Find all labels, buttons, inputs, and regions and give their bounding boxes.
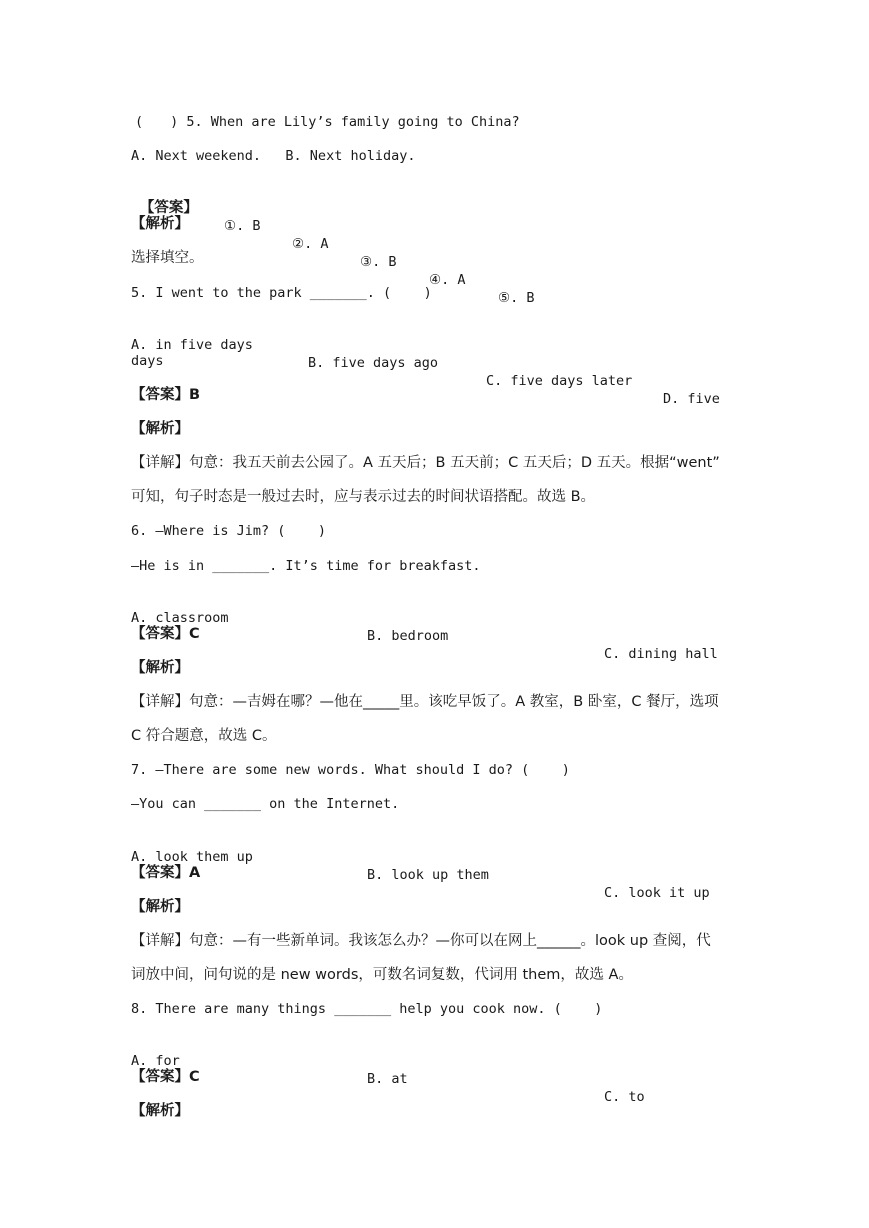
answer-q5: 【答案】B bbox=[131, 387, 201, 403]
analysis-label: 【解析】 bbox=[131, 216, 189, 232]
detail-q7-line2: 词放中间，问句说的是 new words，可数名词复数，代词用 them，故选 A。 bbox=[131, 967, 633, 983]
answer-item: ③. B bbox=[360, 254, 397, 270]
analysis-label: 【解析】 bbox=[131, 1103, 189, 1119]
question-q5: 5. I went to the park _______. ( ) bbox=[131, 285, 432, 301]
analysis-text: 选择填空。 bbox=[131, 250, 204, 266]
options-q5-prev: A. Next weekend. B. Next holiday. bbox=[131, 148, 416, 164]
detail-q6-line1: 【详解】句意：—吉姆在哪？—他在_____里。该吃早饭了。A 教室，B 卧室，C 餐厅，选项 bbox=[131, 694, 719, 710]
option-d: D. five bbox=[663, 391, 720, 407]
option-c: C. five days later bbox=[486, 373, 633, 389]
answer-item: ②. A bbox=[292, 236, 329, 252]
detail-q6-line2: C 符合题意，故选 C。 bbox=[131, 728, 277, 744]
answer-item: ⑤. B bbox=[498, 290, 535, 306]
question-q7-line2: —You can _______ on the Internet. bbox=[131, 796, 400, 812]
option-b: B. at bbox=[367, 1071, 408, 1087]
option-c: C. dining hall bbox=[604, 646, 718, 662]
detail-q5-line2: 可知，句子时态是一般过去时，应与表示过去的时间状语搭配。故选 B。 bbox=[131, 489, 596, 505]
option-a: A. for bbox=[131, 1053, 180, 1069]
answer-label: 【答案】 bbox=[139, 200, 198, 216]
question-q7: 7. —There are some new words. What should I do? ( ) bbox=[131, 762, 570, 778]
option-b: B. five days ago bbox=[308, 355, 439, 371]
option-a: A. in five days bbox=[131, 337, 253, 353]
options-wrap-q5: days bbox=[131, 353, 164, 369]
answer-q7: 【答案】A bbox=[131, 865, 201, 881]
analysis-label: 【解析】 bbox=[131, 660, 189, 676]
answer-q6: 【答案】C bbox=[131, 626, 200, 642]
option-c: C. look it up bbox=[604, 885, 710, 901]
option-a: A. look them up bbox=[131, 849, 253, 865]
option-c: C. to bbox=[604, 1089, 645, 1105]
option-b: B. bedroom bbox=[367, 628, 449, 644]
analysis-label: 【解析】 bbox=[131, 421, 189, 437]
answer-item: ①. B bbox=[224, 218, 261, 234]
option-a: A. classroom bbox=[131, 610, 229, 626]
detail-q5-line1: 【详解】句意：我五天前去公园了。A 五天后；B 五天前；C 五天后；D 五天。根据“went” bbox=[131, 455, 720, 471]
answer-q8: 【答案】C bbox=[131, 1069, 200, 1085]
analysis-label: 【解析】 bbox=[131, 899, 189, 915]
detail-q7-line1: 【详解】句意：—有一些新单词。我该怎么办？—你可以在网上______。look up 查阅，代 bbox=[131, 933, 711, 949]
answer-item: ④. A bbox=[429, 272, 466, 288]
question-q6: 6. —Where is Jim? ( ) bbox=[131, 523, 327, 539]
question-q6-line2: —He is in _______. It’s time for breakfast. bbox=[131, 558, 481, 574]
option-b: B. look up them bbox=[367, 867, 489, 883]
question-q5-prev: ( ) 5. When are Lily’s family going to China? bbox=[135, 114, 520, 130]
question-q8: 8. There are many things _______ help you cook now. ( ) bbox=[131, 1001, 603, 1017]
